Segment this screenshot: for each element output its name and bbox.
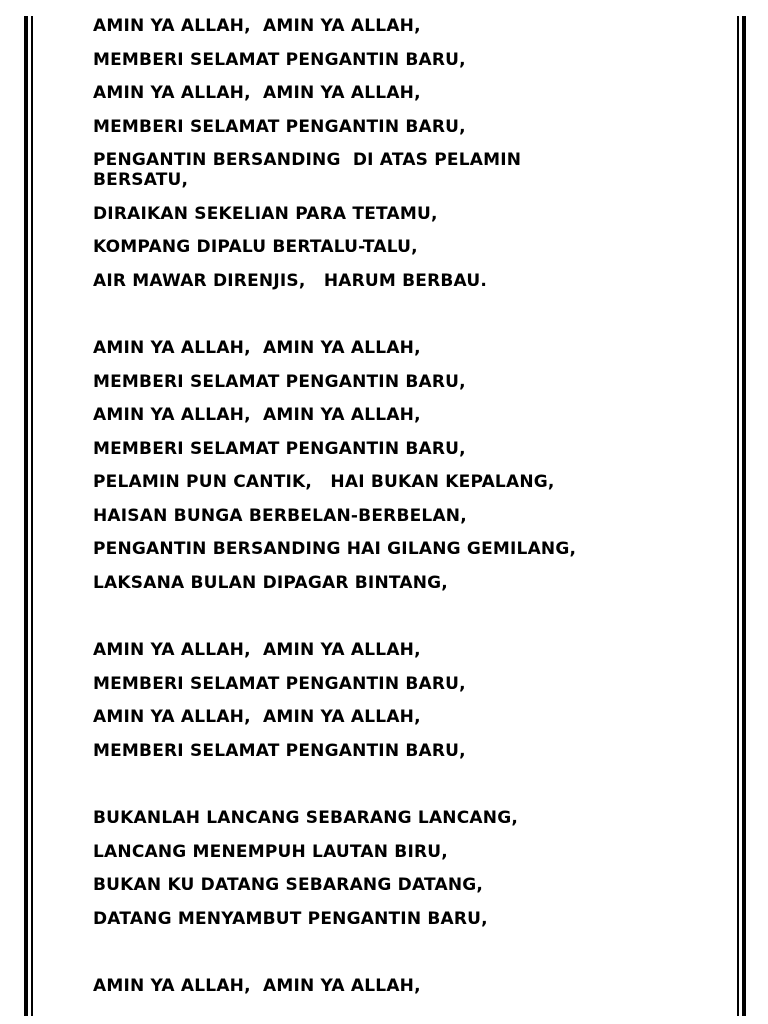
lyric-line: HAISAN BUNGA BERBELAN-BERBELAN, <box>93 505 467 526</box>
stanza-gap <box>93 774 713 808</box>
stanza <box>93 338 713 593</box>
lyric-line: KOMPANG DIPALU BERTALU-TALU, <box>93 237 418 257</box>
lyric-line: MEMBERI SELAMAT PENGANTIN BARU, <box>93 438 466 459</box>
lyric-line: AMIN YA ALLAH, AMIN YA ALLAH, <box>93 976 421 996</box>
left-border-thin-line <box>31 16 33 1016</box>
lyric-line: AIR MAWAR DIRENJIS, HARUM BERBAU. <box>93 270 488 291</box>
stanza <box>93 808 713 929</box>
stanza <box>93 976 713 996</box>
lyric-line: DATANG MENYAMBUT PENGANTIN BARU, <box>93 908 488 929</box>
lyric-line: PENGANTIN BERSANDING DI ATAS PELAMIN BERSATU, <box>93 150 528 190</box>
lyric-line: PENGANTIN BERSANDING HAI GILANG GEMILANG, <box>93 539 577 559</box>
stanza <box>93 16 713 291</box>
lyric-line: AMIN YA ALLAH, AMIN YA ALLAH, <box>93 640 421 660</box>
lyric-line: AMIN YA ALLAH, AMIN YA ALLAH, <box>93 338 421 358</box>
right-border-thin-line <box>737 16 739 1016</box>
stanza-gap <box>93 606 713 640</box>
lyric-line: MEMBERI SELAMAT PENGANTIN BARU, <box>93 116 466 137</box>
lyric-line: AMIN YA ALLAH, AMIN YA ALLAH, <box>93 83 421 103</box>
lyric-line: DIRAIKAN SEKELIAN PARA TETAMU, <box>93 203 438 224</box>
lyric-line: AMIN YA ALLAH, AMIN YA ALLAH, <box>93 707 421 727</box>
lyric-line: PELAMIN PUN CANTIK, HAI BUKAN KEPALANG, <box>93 472 555 492</box>
right-border-thick-line <box>742 16 746 1016</box>
left-border-thick-line <box>24 16 28 1016</box>
stanza-gap <box>93 304 713 338</box>
lyric-line: BUKANLAH LANCANG SEBARANG LANCANG, <box>93 808 519 828</box>
lyric-line: BUKAN KU DATANG SEBARANG DATANG, <box>93 875 484 895</box>
lyric-line: AMIN YA ALLAH, AMIN YA ALLAH, <box>93 16 421 36</box>
lyric-line: MEMBERI SELAMAT PENGANTIN BARU, <box>93 740 466 761</box>
lyric-line: MEMBERI SELAMAT PENGANTIN BARU, <box>93 49 466 70</box>
lyric-line: AMIN YA ALLAH, AMIN YA ALLAH, <box>93 405 421 425</box>
lyric-line: LAKSANA BULAN DIPAGAR BINTANG, <box>93 572 448 593</box>
lyrics-text <box>93 16 713 1010</box>
stanza-gap <box>93 942 713 976</box>
lyric-line: MEMBERI SELAMAT PENGANTIN BARU, <box>93 673 466 694</box>
stanza <box>93 640 713 761</box>
lyric-line: MEMBERI SELAMAT PENGANTIN BARU, <box>93 371 466 392</box>
lyric-line: LANCANG MENEMPUH LAUTAN BIRU, <box>93 841 448 862</box>
